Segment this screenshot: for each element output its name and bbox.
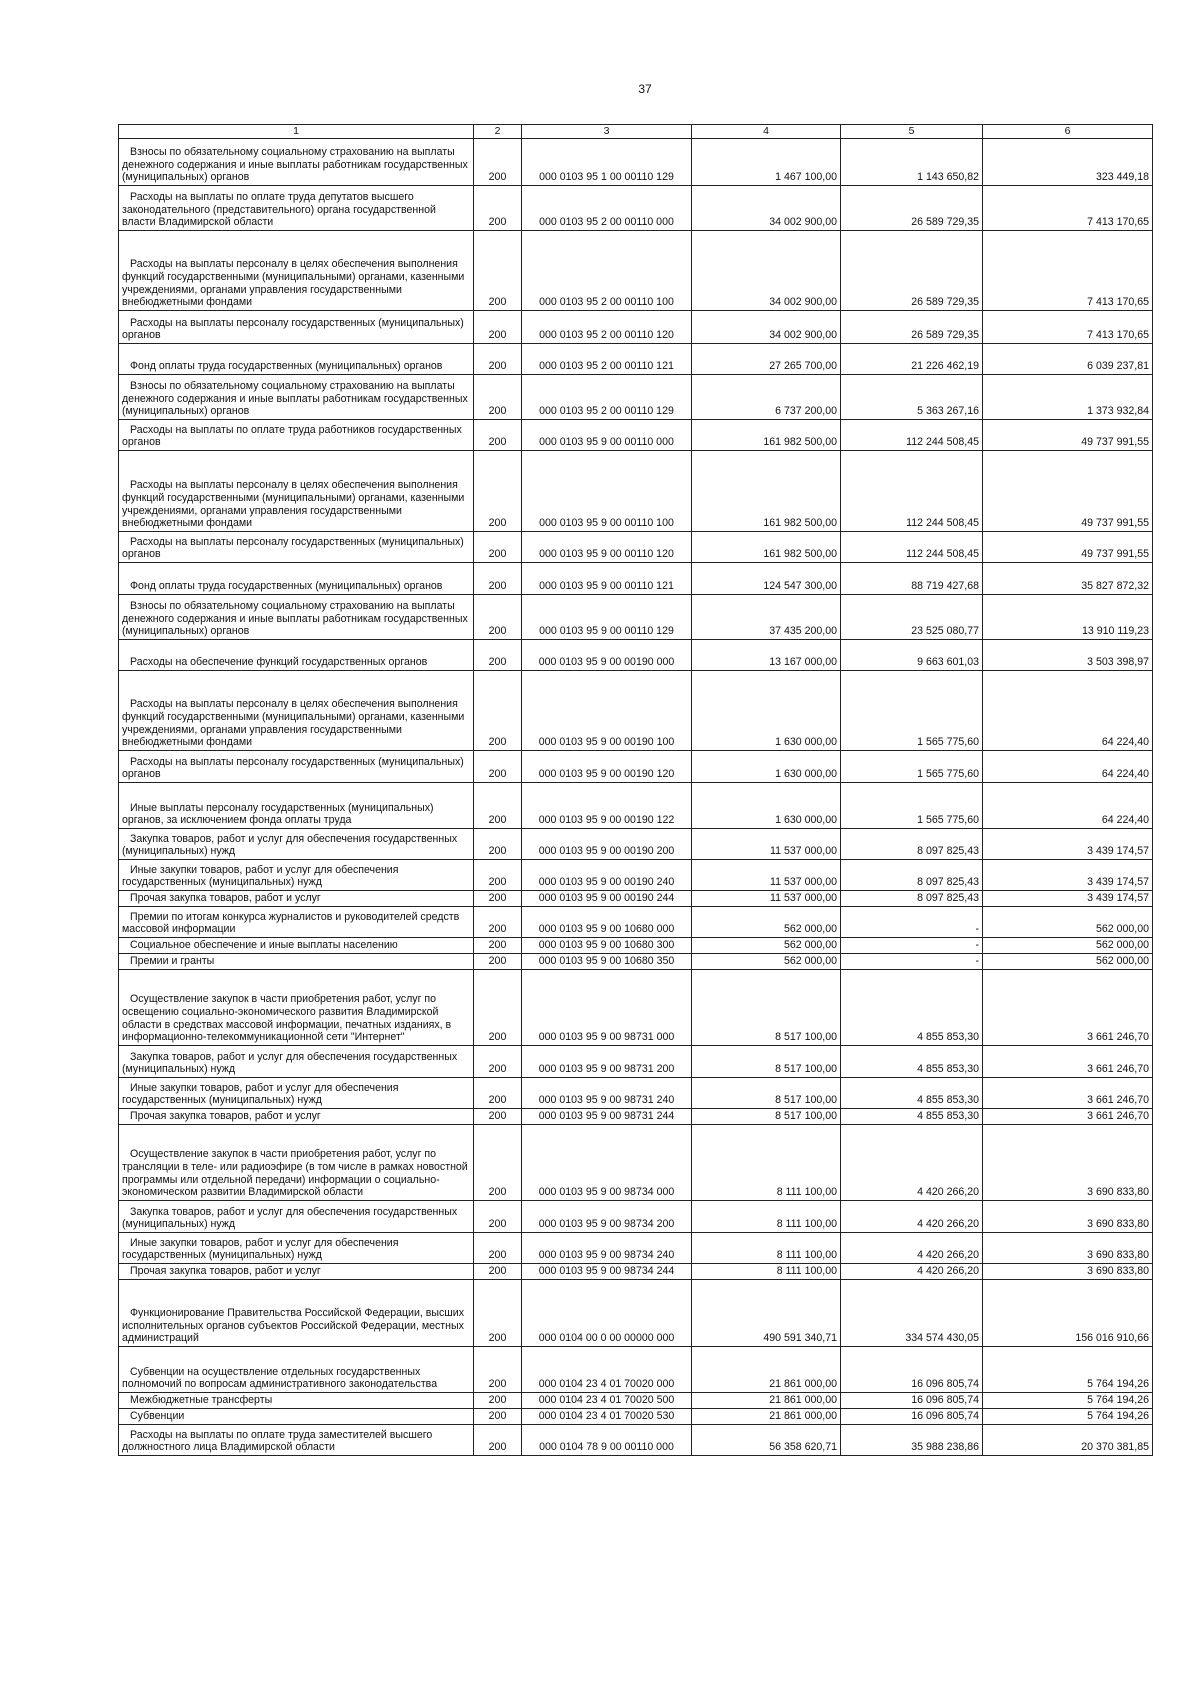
- row-line-code-cell: 200: [474, 1201, 522, 1233]
- row-name-cell: [119, 231, 474, 311]
- row-unexecuted-cell: 3 439 174,57: [983, 829, 1153, 860]
- table-row: [119, 532, 1153, 563]
- row-unexecuted-cell: 64 224,40: [983, 671, 1153, 751]
- row-line-code-cell: 200: [474, 640, 522, 671]
- table-row: [119, 891, 1153, 907]
- table-row: [119, 1409, 1153, 1425]
- row-executed-cell: 8 097 825,43: [841, 829, 983, 860]
- row-budget-code-cell: 000 0103 95 2 00 00110 120: [522, 311, 692, 344]
- row-line-code-cell: 200: [474, 186, 522, 231]
- table-row: [119, 563, 1153, 595]
- row-executed-cell: 16 096 805,74: [841, 1347, 983, 1393]
- row-approved-cell: 562 000,00: [692, 938, 841, 954]
- row-budget-code-cell: 000 0103 95 2 00 00110 129: [522, 375, 692, 420]
- row-name-text: Закупка товаров, работ и услуг для обеспечения государственных (муниципальных) нужд: [122, 832, 458, 858]
- row-name-text: Закупка товаров, работ и услуг для обеспечения государственных (муниципальных) нужд: [122, 1050, 458, 1076]
- row-budget-code-cell: 000 0103 95 9 00 00190 244: [522, 891, 692, 907]
- row-approved-cell: 21 861 000,00: [692, 1409, 841, 1425]
- header-col-2: 2: [474, 125, 522, 139]
- row-name-text: Расходы на выплаты персоналу в целях обеспечения выполнения функций государственными (муниципальными) органами, казенными учреждениями, органами управления государственными внебюджетными фондами: [122, 479, 465, 530]
- row-name-cell: [119, 1201, 474, 1233]
- row-name-text: Расходы на выплаты по оплате труда заместителей высшего должностного лица Владимирской области: [122, 1428, 433, 1454]
- row-approved-cell: 161 982 500,00: [692, 532, 841, 563]
- row-name-text: Закупка товаров, работ и услуг для обеспечения государственных (муниципальных) нужд: [122, 1205, 458, 1231]
- row-line-code-cell: 200: [474, 139, 522, 186]
- row-name-text: Расходы на выплаты персоналу в целях обеспечения выполнения функций государственными (муниципальными) органами, казенными учреждениями, органами управления государственными внебюджетными фондами: [122, 698, 465, 749]
- row-name-cell: [119, 938, 474, 954]
- row-approved-cell: 8 517 100,00: [692, 970, 841, 1046]
- row-budget-code-cell: 000 0103 95 9 00 00190 100: [522, 671, 692, 751]
- table-row: [119, 375, 1153, 420]
- row-name-text: Прочая закупка товаров, работ и услуг: [130, 1265, 321, 1278]
- row-name-text: Прочая закупка товаров, работ и услуг: [130, 892, 321, 905]
- row-name-cell: [119, 1233, 474, 1264]
- row-line-code-cell: 200: [474, 311, 522, 344]
- row-executed-cell: -: [841, 907, 983, 938]
- row-approved-cell: 8 111 100,00: [692, 1201, 841, 1233]
- row-unexecuted-cell: 6 039 237,81: [983, 344, 1153, 375]
- row-executed-cell: 8 097 825,43: [841, 891, 983, 907]
- table-row: [119, 751, 1153, 783]
- row-budget-code-cell: 000 0103 95 9 00 00110 100: [522, 451, 692, 532]
- row-name-cell: [119, 1109, 474, 1125]
- row-executed-cell: 26 589 729,35: [841, 186, 983, 231]
- row-budget-code-cell: 000 0103 95 9 00 10680 000: [522, 907, 692, 938]
- page-number: 37: [638, 82, 652, 96]
- row-approved-cell: 56 358 620,71: [692, 1425, 841, 1456]
- row-unexecuted-cell: 3 439 174,57: [983, 860, 1153, 891]
- row-unexecuted-cell: 49 737 991,55: [983, 451, 1153, 532]
- row-line-code-cell: 200: [474, 783, 522, 829]
- row-unexecuted-cell: 7 413 170,65: [983, 231, 1153, 311]
- header-row: [119, 125, 1153, 139]
- row-name-text: Иные закупки товаров, работ и услуг для обеспечения государственных (муниципальных) нужд: [122, 1081, 399, 1107]
- row-name-text: Субвенции: [130, 1410, 185, 1423]
- row-line-code-cell: 200: [474, 344, 522, 375]
- row-approved-cell: 1 630 000,00: [692, 783, 841, 829]
- row-executed-cell: 1 565 775,60: [841, 671, 983, 751]
- table-row: [119, 231, 1153, 311]
- table-row: [119, 344, 1153, 375]
- table-row: [119, 1201, 1153, 1233]
- row-name-cell: [119, 1078, 474, 1109]
- row-executed-cell: 4 420 266,20: [841, 1264, 983, 1280]
- row-executed-cell: 8 097 825,43: [841, 860, 983, 891]
- row-name-text: Взносы по обязательному социальному страхованию на выплаты денежного содержания и иные выплаты работникам государственных (муниципальных) органов: [122, 145, 468, 184]
- row-executed-cell: 35 988 238,86: [841, 1425, 983, 1456]
- row-unexecuted-cell: 1 373 932,84: [983, 375, 1153, 420]
- row-line-code-cell: 200: [474, 1393, 522, 1409]
- row-budget-code-cell: 000 0103 95 9 00 98731 200: [522, 1046, 692, 1078]
- table-row: [119, 860, 1153, 891]
- table-row: [119, 640, 1153, 671]
- row-name-cell: [119, 783, 474, 829]
- row-unexecuted-cell: 7 413 170,65: [983, 311, 1153, 344]
- row-name-text: Премии по итогам конкурса журналистов и руководителей средств массовой информации: [122, 910, 460, 936]
- row-line-code-cell: 200: [474, 1109, 522, 1125]
- row-approved-cell: 124 547 300,00: [692, 563, 841, 595]
- row-executed-cell: 88 719 427,68: [841, 563, 983, 595]
- row-unexecuted-cell: 3 690 833,80: [983, 1233, 1153, 1264]
- row-line-code-cell: 200: [474, 375, 522, 420]
- table-row: [119, 1393, 1153, 1409]
- table-row: [119, 1109, 1153, 1125]
- row-line-code-cell: 200: [474, 1233, 522, 1264]
- row-unexecuted-cell: 35 827 872,32: [983, 563, 1153, 595]
- row-name-text: Иные закупки товаров, работ и услуг для обеспечения государственных (муниципальных) нужд: [122, 1236, 399, 1262]
- row-name-cell: [119, 1046, 474, 1078]
- row-name-text: Расходы на выплаты персоналу государственных (муниципальных) органов: [122, 535, 464, 561]
- row-unexecuted-cell: 3 661 246,70: [983, 970, 1153, 1046]
- row-unexecuted-cell: 562 000,00: [983, 938, 1153, 954]
- row-name-cell: [119, 751, 474, 783]
- table-body: [119, 139, 1153, 1456]
- header-col-6: 6: [983, 125, 1153, 139]
- row-budget-code-cell: 000 0103 95 9 00 00110 129: [522, 595, 692, 640]
- row-budget-code-cell: 000 0103 95 9 00 00190 120: [522, 751, 692, 783]
- row-name-text: Расходы на выплаты по оплате труда работников государственных органов: [122, 423, 462, 449]
- row-unexecuted-cell: 64 224,40: [983, 751, 1153, 783]
- row-unexecuted-cell: 562 000,00: [983, 954, 1153, 970]
- row-executed-cell: -: [841, 938, 983, 954]
- row-line-code-cell: 200: [474, 231, 522, 311]
- table-row: [119, 1233, 1153, 1264]
- row-name-cell: [119, 451, 474, 532]
- row-executed-cell: 21 226 462,19: [841, 344, 983, 375]
- row-unexecuted-cell: 13 910 119,23: [983, 595, 1153, 640]
- row-budget-code-cell: 000 0103 95 9 00 98731 240: [522, 1078, 692, 1109]
- row-budget-code-cell: 000 0103 95 9 00 98734 240: [522, 1233, 692, 1264]
- row-line-code-cell: 200: [474, 532, 522, 563]
- row-executed-cell: 16 096 805,74: [841, 1409, 983, 1425]
- row-name-cell: [119, 970, 474, 1046]
- row-budget-code-cell: 000 0103 95 9 00 00190 000: [522, 640, 692, 671]
- row-name-cell: [119, 954, 474, 970]
- row-line-code-cell: 200: [474, 1347, 522, 1393]
- row-name-text: Осуществление закупок в части приобретения работ, услуг по трансляции в теле- или радиоэфире (в том числе в рамках новостной программы или отдельной передачи) информации о социально-экономическом развитии Владимирской области: [122, 1148, 468, 1199]
- row-unexecuted-cell: 3 503 398,97: [983, 640, 1153, 671]
- table-row: [119, 1078, 1153, 1109]
- row-name-cell: [119, 420, 474, 451]
- row-unexecuted-cell: 20 370 381,85: [983, 1425, 1153, 1456]
- row-approved-cell: 1 630 000,00: [692, 751, 841, 783]
- row-unexecuted-cell: 5 764 194,26: [983, 1409, 1153, 1425]
- table-row: [119, 595, 1153, 640]
- row-name-text: Иные закупки товаров, работ и услуг для обеспечения государственных (муниципальных) нужд: [122, 863, 399, 889]
- row-approved-cell: 8 517 100,00: [692, 1109, 841, 1125]
- row-executed-cell: 1 565 775,60: [841, 783, 983, 829]
- row-executed-cell: 23 525 080,77: [841, 595, 983, 640]
- row-unexecuted-cell: 64 224,40: [983, 783, 1153, 829]
- row-name-text: Функционирование Правительства Российской Федерации, высших исполнительных органов субъектов Российской Федерации, местных администраций: [122, 1306, 465, 1345]
- row-name-cell: [119, 829, 474, 860]
- row-name-cell: [119, 1409, 474, 1425]
- row-executed-cell: 4 420 266,20: [841, 1233, 983, 1264]
- row-line-code-cell: 200: [474, 595, 522, 640]
- row-name-text: Расходы на выплаты персоналу государственных (муниципальных) органов: [122, 316, 464, 342]
- row-approved-cell: 8 517 100,00: [692, 1078, 841, 1109]
- row-unexecuted-cell: 3 690 833,80: [983, 1125, 1153, 1201]
- row-executed-cell: 4 855 853,30: [841, 1078, 983, 1109]
- row-name-text: Взносы по обязательному социальному страхованию на выплаты денежного содержания и иные выплаты работникам государственных (муниципальных) органов: [122, 599, 468, 638]
- row-name-text: Прочая закупка товаров, работ и услуг: [130, 1110, 321, 1123]
- row-approved-cell: 562 000,00: [692, 907, 841, 938]
- row-name-text: Расходы на выплаты персоналу в целях обеспечения выполнения функций государственными (муниципальными) органами, казенными учреждениями, органами управления государственными внебюджетными фондами: [122, 258, 465, 309]
- row-name-cell: [119, 311, 474, 344]
- row-budget-code-cell: 000 0103 95 1 00 00110 129: [522, 139, 692, 186]
- row-approved-cell: 11 537 000,00: [692, 829, 841, 860]
- row-name-text: Расходы на выплаты по оплате труда депутатов высшего законодательного (представительного) органа государственной власти Владимирской области: [122, 190, 436, 229]
- row-executed-cell: 4 855 853,30: [841, 1109, 983, 1125]
- row-line-code-cell: 200: [474, 829, 522, 860]
- row-line-code-cell: 200: [474, 420, 522, 451]
- row-name-cell: [119, 860, 474, 891]
- table-row: [119, 1264, 1153, 1280]
- row-name-text: Социальное обеспечение и иные выплаты населению: [130, 939, 398, 952]
- row-budget-code-cell: 000 0103 95 9 00 00190 240: [522, 860, 692, 891]
- row-budget-code-cell: 000 0103 95 9 00 10680 350: [522, 954, 692, 970]
- row-budget-code-cell: 000 0104 23 4 01 70020 530: [522, 1409, 692, 1425]
- table-row: [119, 954, 1153, 970]
- row-unexecuted-cell: 3 661 246,70: [983, 1109, 1153, 1125]
- row-name-cell: [119, 1280, 474, 1347]
- row-approved-cell: 27 265 700,00: [692, 344, 841, 375]
- row-line-code-cell: 200: [474, 1425, 522, 1456]
- row-approved-cell: 1 630 000,00: [692, 671, 841, 751]
- row-approved-cell: 1 467 100,00: [692, 139, 841, 186]
- row-unexecuted-cell: 3 661 246,70: [983, 1078, 1153, 1109]
- row-executed-cell: 4 420 266,20: [841, 1125, 983, 1201]
- row-budget-code-cell: 000 0104 23 4 01 70020 000: [522, 1347, 692, 1393]
- row-approved-cell: 8 111 100,00: [692, 1233, 841, 1264]
- row-approved-cell: 34 002 900,00: [692, 186, 841, 231]
- row-approved-cell: 490 591 340,71: [692, 1280, 841, 1347]
- row-name-cell: [119, 1425, 474, 1456]
- row-name-cell: [119, 907, 474, 938]
- row-unexecuted-cell: 49 737 991,55: [983, 532, 1153, 563]
- row-executed-cell: 112 244 508,45: [841, 532, 983, 563]
- row-name-cell: [119, 186, 474, 231]
- row-budget-code-cell: 000 0103 95 9 00 10680 300: [522, 938, 692, 954]
- row-budget-code-cell: 000 0103 95 9 00 00190 200: [522, 829, 692, 860]
- row-line-code-cell: 200: [474, 751, 522, 783]
- row-budget-code-cell: 000 0103 95 2 00 00110 121: [522, 344, 692, 375]
- row-name-cell: [119, 640, 474, 671]
- table-row: [119, 420, 1153, 451]
- row-budget-code-cell: 000 0103 95 2 00 00110 000: [522, 186, 692, 231]
- row-unexecuted-cell: 3 661 246,70: [983, 1046, 1153, 1078]
- row-unexecuted-cell: 49 737 991,55: [983, 420, 1153, 451]
- row-approved-cell: 34 002 900,00: [692, 231, 841, 311]
- table-row: [119, 311, 1153, 344]
- header-col-1: 1: [119, 125, 474, 139]
- row-name-text: Иные выплаты персоналу государственных (муниципальных) органов, за исключением фонда оплаты труда: [122, 801, 434, 827]
- row-name-text: Фонд оплаты труда государственных (муниципальных) органов: [130, 580, 443, 593]
- row-line-code-cell: 200: [474, 1078, 522, 1109]
- row-approved-cell: 21 861 000,00: [692, 1393, 841, 1409]
- row-unexecuted-cell: 5 764 194,26: [983, 1393, 1153, 1409]
- row-name-cell: [119, 671, 474, 751]
- row-approved-cell: 8 517 100,00: [692, 1046, 841, 1078]
- row-budget-code-cell: 000 0103 95 9 00 98734 000: [522, 1125, 692, 1201]
- row-unexecuted-cell: 156 016 910,66: [983, 1280, 1153, 1347]
- row-name-text: Взносы по обязательному социальному страхованию на выплаты денежного содержания и иные выплаты работникам государственных (муниципальных) органов: [122, 379, 468, 418]
- table-row: [119, 938, 1153, 954]
- row-line-code-cell: 200: [474, 1046, 522, 1078]
- row-approved-cell: 37 435 200,00: [692, 595, 841, 640]
- row-approved-cell: 13 167 000,00: [692, 640, 841, 671]
- budget-execution-table: [118, 124, 1153, 1456]
- row-budget-code-cell: 000 0104 00 0 00 00000 000: [522, 1280, 692, 1347]
- table-row: [119, 451, 1153, 532]
- row-executed-cell: 16 096 805,74: [841, 1393, 983, 1409]
- table-row: [119, 1046, 1153, 1078]
- row-budget-code-cell: 000 0103 95 9 00 98731 244: [522, 1109, 692, 1125]
- row-line-code-cell: 200: [474, 671, 522, 751]
- row-name-text: Фонд оплаты труда государственных (муниципальных) органов: [130, 360, 443, 373]
- row-unexecuted-cell: 3 690 833,80: [983, 1201, 1153, 1233]
- row-executed-cell: 26 589 729,35: [841, 311, 983, 344]
- row-line-code-cell: 200: [474, 938, 522, 954]
- row-unexecuted-cell: 7 413 170,65: [983, 186, 1153, 231]
- row-name-cell: [119, 1264, 474, 1280]
- header-col-3: 3: [522, 125, 692, 139]
- table-row: [119, 671, 1153, 751]
- row-approved-cell: 34 002 900,00: [692, 311, 841, 344]
- row-unexecuted-cell: 5 764 194,26: [983, 1347, 1153, 1393]
- row-executed-cell: 1 565 775,60: [841, 751, 983, 783]
- row-budget-code-cell: 000 0103 95 9 00 98731 000: [522, 970, 692, 1046]
- row-approved-cell: 8 111 100,00: [692, 1264, 841, 1280]
- row-unexecuted-cell: 3 439 174,57: [983, 891, 1153, 907]
- row-executed-cell: 26 589 729,35: [841, 231, 983, 311]
- row-line-code-cell: 200: [474, 451, 522, 532]
- row-unexecuted-cell: 562 000,00: [983, 907, 1153, 938]
- row-budget-code-cell: 000 0104 78 9 00 00110 000: [522, 1425, 692, 1456]
- row-name-text: Субвенции на осуществление отдельных государственных полномочий по вопросам административного законодательства: [122, 1365, 438, 1391]
- row-line-code-cell: 200: [474, 563, 522, 595]
- header-col-4: 4: [692, 125, 841, 139]
- row-executed-cell: 334 574 430,05: [841, 1280, 983, 1347]
- row-budget-code-cell: 000 0103 95 9 00 98734 200: [522, 1201, 692, 1233]
- row-executed-cell: 5 363 267,16: [841, 375, 983, 420]
- row-budget-code-cell: 000 0103 95 9 00 00110 120: [522, 532, 692, 563]
- row-executed-cell: 112 244 508,45: [841, 420, 983, 451]
- table-row: [119, 1125, 1153, 1201]
- row-name-cell: [119, 532, 474, 563]
- row-line-code-cell: 200: [474, 907, 522, 938]
- row-executed-cell: 4 420 266,20: [841, 1201, 983, 1233]
- row-name-text: Межбюджетные трансферты: [130, 1394, 273, 1407]
- row-approved-cell: 11 537 000,00: [692, 891, 841, 907]
- table-row: [119, 783, 1153, 829]
- table-row: [119, 1280, 1153, 1347]
- row-unexecuted-cell: 323 449,18: [983, 139, 1153, 186]
- row-approved-cell: 21 861 000,00: [692, 1347, 841, 1393]
- row-line-code-cell: 200: [474, 891, 522, 907]
- row-name-cell: [119, 1393, 474, 1409]
- row-line-code-cell: 200: [474, 1280, 522, 1347]
- header-col-5: 5: [841, 125, 983, 139]
- row-line-code-cell: 200: [474, 970, 522, 1046]
- row-approved-cell: 161 982 500,00: [692, 420, 841, 451]
- row-name-cell: [119, 891, 474, 907]
- row-line-code-cell: 200: [474, 1264, 522, 1280]
- row-approved-cell: 6 737 200,00: [692, 375, 841, 420]
- table-row: [119, 1425, 1153, 1456]
- row-approved-cell: 11 537 000,00: [692, 860, 841, 891]
- table-row: [119, 1347, 1153, 1393]
- row-name-cell: [119, 563, 474, 595]
- row-approved-cell: 161 982 500,00: [692, 451, 841, 532]
- row-approved-cell: 562 000,00: [692, 954, 841, 970]
- table-row: [119, 829, 1153, 860]
- row-executed-cell: 9 663 601,03: [841, 640, 983, 671]
- row-executed-cell: 4 855 853,30: [841, 1046, 983, 1078]
- row-executed-cell: 112 244 508,45: [841, 451, 983, 532]
- row-line-code-cell: 200: [474, 954, 522, 970]
- row-executed-cell: 1 143 650,82: [841, 139, 983, 186]
- row-name-cell: [119, 1125, 474, 1201]
- row-line-code-cell: 200: [474, 1125, 522, 1201]
- row-name-text: Расходы на обеспечение функций государственных органов: [130, 656, 428, 669]
- row-executed-cell: -: [841, 954, 983, 970]
- row-budget-code-cell: 000 0103 95 9 00 98734 244: [522, 1264, 692, 1280]
- row-name-cell: [119, 1347, 474, 1393]
- row-name-text: Расходы на выплаты персоналу государственных (муниципальных) органов: [122, 755, 464, 781]
- table-row: [119, 970, 1153, 1046]
- row-line-code-cell: 200: [474, 1409, 522, 1425]
- row-budget-code-cell: 000 0103 95 2 00 00110 100: [522, 231, 692, 311]
- row-name-cell: [119, 595, 474, 640]
- row-name-cell: [119, 375, 474, 420]
- row-budget-code-cell: 000 0103 95 9 00 00110 121: [522, 563, 692, 595]
- row-line-code-cell: 200: [474, 860, 522, 891]
- row-name-text: Премии и гранты: [130, 955, 215, 968]
- row-approved-cell: 8 111 100,00: [692, 1125, 841, 1201]
- row-budget-code-cell: 000 0103 95 9 00 00110 000: [522, 420, 692, 451]
- row-name-text: Осуществление закупок в части приобретения работ, услуг по освещению социально-экономического развития Владимирской области в средствах массовой информации, печатных изданиях, в информационно-телекоммуникационной сети "Интернет": [122, 993, 452, 1044]
- row-budget-code-cell: 000 0103 95 9 00 00190 122: [522, 783, 692, 829]
- table-row: [119, 139, 1153, 186]
- table-row: [119, 907, 1153, 938]
- row-budget-code-cell: 000 0104 23 4 01 70020 500: [522, 1393, 692, 1409]
- table-row: [119, 186, 1153, 231]
- row-unexecuted-cell: 3 690 833,80: [983, 1264, 1153, 1280]
- row-name-cell: [119, 139, 474, 186]
- row-executed-cell: 4 855 853,30: [841, 970, 983, 1046]
- row-name-cell: [119, 344, 474, 375]
